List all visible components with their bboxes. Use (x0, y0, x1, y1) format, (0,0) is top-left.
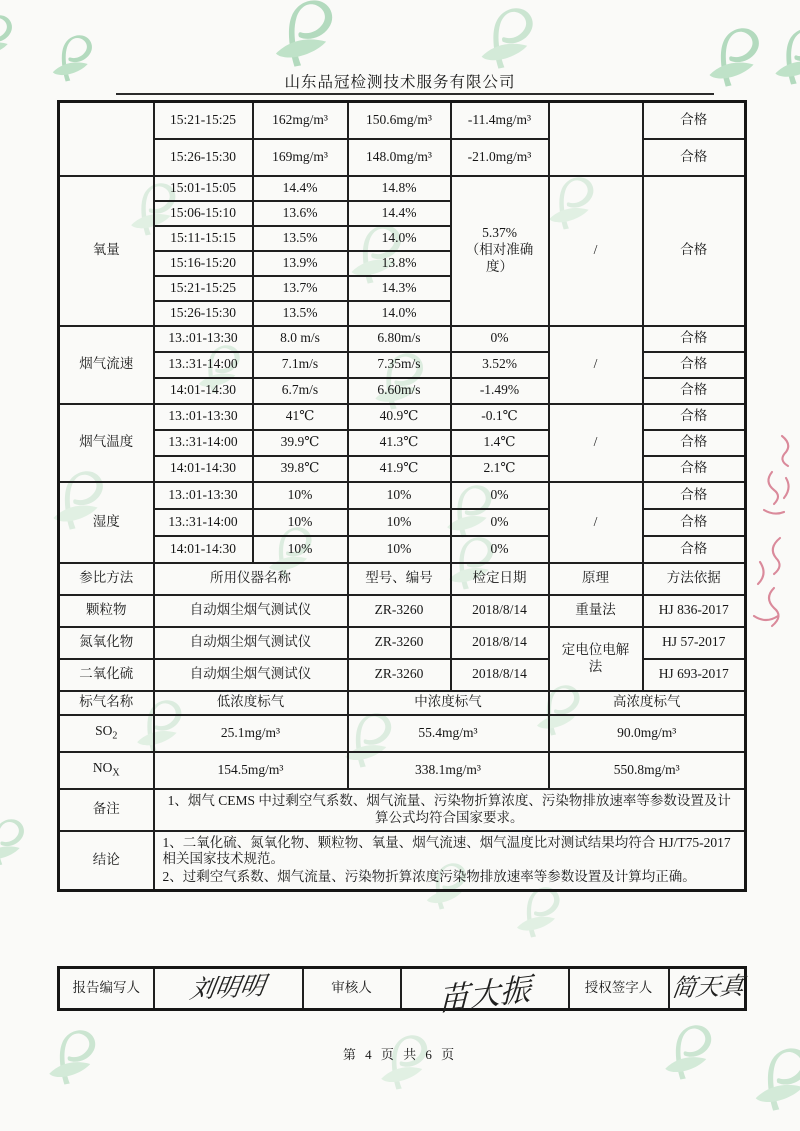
reference-value: 14.4% (348, 201, 451, 226)
error-value: 0% (451, 482, 549, 509)
limit-cell: / (549, 482, 643, 563)
nox-mid-value: 338.1mg/m³ (348, 752, 549, 789)
report-writer-signature (154, 968, 303, 1010)
table-row (59, 482, 746, 509)
table-row (59, 789, 746, 831)
instrument-name: 自动烟尘烟气测试仪 (154, 659, 348, 691)
cems-value: 14.4% (253, 176, 348, 201)
table-row (59, 326, 746, 352)
time-range: 13.:01-13:30 (154, 404, 253, 430)
time-range: 15:21-15:25 (154, 102, 253, 139)
relative-accuracy-cell (451, 176, 549, 326)
reviewer-label: 审核人 (303, 968, 401, 1010)
cems-value: 162mg/m³ (253, 102, 348, 139)
cems-value: 13.5% (253, 226, 348, 251)
model-value: ZR-3260 (348, 659, 451, 691)
accuracy-note: （相对准确度） (465, 242, 534, 274)
reference-value: 41.3℃ (348, 430, 451, 456)
authorized-signatory-label: 授权签字人 (569, 968, 669, 1010)
calibration-date: 2018/8/14 (451, 627, 549, 659)
nox-low-value: 154.5mg/m³ (154, 752, 348, 789)
reference-value: 7.35m/s (348, 352, 451, 378)
time-range: 15:16-15:20 (154, 251, 253, 276)
principle-value (549, 627, 643, 691)
remark-text: 1、烟气 CEMS 中过剩空气系数、烟气流量、污染物折算浓度、污染物排放速率等参数设置及计算公式均符合国家要求。 (154, 789, 746, 831)
method-basis: HJ 693-2017 (643, 659, 746, 691)
error-value: -1.49% (451, 378, 549, 404)
result-value: 合格 (643, 404, 746, 430)
reference-value: 14.3% (348, 276, 451, 301)
so2-mid-value: 55.4mg/m³ (348, 715, 549, 752)
table-row (59, 715, 746, 752)
cems-value: 39.8℃ (253, 456, 348, 482)
so2-high-value: 90.0mg/m³ (549, 715, 746, 752)
table-row (59, 627, 746, 659)
cems-value: 13.6% (253, 201, 348, 226)
result-value: 合格 (643, 326, 746, 352)
red-ink-annotation (744, 532, 796, 636)
error-value: 0% (451, 509, 549, 536)
conclusion-line-1: 1、二氧化硫、氮氧化物、颗粒物、氧量、烟气流速、烟气温度比对测试结果均符合 HJ/T75-2017 相关国家技术规范。 (162, 834, 731, 867)
method-basis-header: 方法依据 (643, 563, 746, 595)
error-value: -21.0mg/m³ (451, 139, 549, 176)
table-row (59, 595, 746, 627)
empty-cell (549, 102, 643, 176)
param-label: 湿度 (59, 482, 154, 563)
param-label: 颗粒物 (59, 595, 154, 627)
standard-gas-label: 标气名称 (59, 691, 154, 715)
principle-value: 重量法 (549, 595, 643, 627)
reference-value: 10% (348, 536, 451, 563)
table-row (59, 968, 746, 1010)
param-label: 氧量 (59, 176, 154, 326)
principle-text: 定电位电解法 (561, 641, 630, 674)
cems-value: 41℃ (253, 404, 348, 430)
conclusion-text (154, 831, 746, 891)
reference-value: 40.9℃ (348, 404, 451, 430)
cems-value: 39.9℃ (253, 430, 348, 456)
accuracy-value: 5.37% (482, 225, 517, 241)
reference-value: 150.6mg/m³ (348, 102, 451, 139)
time-range: 14:01-14:30 (154, 536, 253, 563)
comparison-test-table (57, 100, 747, 892)
result-value: 合格 (643, 456, 746, 482)
calibration-date: 2018/8/14 (451, 595, 549, 627)
reference-value: 148.0mg/m³ (348, 139, 451, 176)
reference-value: 14.8% (348, 176, 451, 201)
pinguan-logo-watermark (478, 4, 538, 72)
error-value: -0.1℃ (451, 404, 549, 430)
time-range: 13.:01-13:30 (154, 482, 253, 509)
so2-symbol: SO (95, 722, 113, 738)
result-value: 合格 (643, 139, 746, 176)
cems-value: 10% (253, 482, 348, 509)
handwritten-signature: 苗大振 (438, 971, 531, 1018)
red-ink-annotation (752, 432, 798, 532)
calibration-date: 2018/8/14 (451, 659, 549, 691)
limit-cell: / (549, 404, 643, 482)
cems-value: 6.7m/s (253, 378, 348, 404)
time-range: 13.:31-14:00 (154, 509, 253, 536)
result-value: 合格 (643, 509, 746, 536)
mid-conc-header: 中浓度标气 (348, 691, 549, 715)
result-value: 合格 (643, 102, 746, 139)
table-row (59, 509, 746, 536)
pinguan-logo-watermark (0, 12, 16, 64)
model-value: ZR-3260 (348, 595, 451, 627)
nox-label (59, 752, 154, 789)
time-range: 15:26-15:30 (154, 301, 253, 326)
result-value: 合格 (643, 352, 746, 378)
conclusion-line-2: 2、过剩空气系数、烟气流量、污染物折算浓度污染物排放速率等参数设置及计算均正确。 (162, 869, 696, 885)
result-value: 合格 (643, 378, 746, 404)
result-value: 合格 (643, 176, 746, 326)
signature-table (57, 966, 747, 1018)
time-range: 13.:31-14:00 (154, 352, 253, 378)
method-basis: HJ 836-2017 (643, 595, 746, 627)
cems-value: 13.5% (253, 301, 348, 326)
table-row (59, 176, 746, 201)
reference-value: 6.60m/s (348, 378, 451, 404)
error-value: 0% (451, 536, 549, 563)
calibration-date-header: 检定日期 (451, 563, 549, 595)
instrument-name: 自动烟尘烟气测试仪 (154, 595, 348, 627)
time-range: 15:26-15:30 (154, 139, 253, 176)
empty-cell (59, 102, 154, 176)
time-range: 15:06-15:10 (154, 201, 253, 226)
limit-cell: / (549, 326, 643, 404)
nox-subscript: X (112, 767, 120, 779)
reviewer-signature (401, 968, 569, 1018)
cems-value: 8.0 m/s (253, 326, 348, 352)
pinguan-logo-watermark (272, 0, 338, 70)
pinguan-logo-watermark (0, 816, 28, 868)
nox-high-value: 550.8mg/m³ (549, 752, 746, 789)
param-label: 烟气温度 (59, 404, 154, 482)
cems-value: 7.1m/s (253, 352, 348, 378)
method-basis: HJ 57-2017 (643, 627, 746, 659)
limit-cell: / (549, 176, 643, 326)
reference-value: 41.9℃ (348, 456, 451, 482)
company-name: 山东品冠检测技术服务有限公司 (284, 74, 516, 91)
table-row (59, 139, 746, 176)
principle-header: 原理 (549, 563, 643, 595)
error-value: 1.4℃ (451, 430, 549, 456)
table-row (59, 378, 746, 404)
model-value: ZR-3260 (348, 627, 451, 659)
reference-value: 14.0% (348, 226, 451, 251)
cems-value: 13.9% (253, 251, 348, 276)
reference-value: 6.80m/s (348, 326, 451, 352)
conclusion-label: 结论 (59, 831, 154, 891)
so2-subscript: 2 (112, 730, 118, 742)
high-conc-header: 高浓度标气 (549, 691, 746, 715)
reference-value: 14.0% (348, 301, 451, 326)
cems-value: 13.7% (253, 276, 348, 301)
handwritten-signature: 刘明明 (188, 972, 268, 1004)
table-row (59, 430, 746, 456)
table-row (59, 102, 746, 139)
nox-symbol: NO (92, 759, 113, 775)
header-rule (116, 93, 714, 95)
time-range: 15:11-15:15 (154, 226, 253, 251)
error-value: 2.1℃ (451, 456, 549, 482)
instrument-name-header: 所用仪器名称 (154, 563, 348, 595)
so2-low-value: 25.1mg/m³ (154, 715, 348, 752)
result-value: 合格 (643, 482, 746, 509)
time-range: 15:21-15:25 (154, 276, 253, 301)
so2-label (59, 715, 154, 752)
table-row (59, 456, 746, 482)
error-value: 3.52% (451, 352, 549, 378)
instrument-name: 自动烟尘烟气测试仪 (154, 627, 348, 659)
error-value: 0% (451, 326, 549, 352)
reference-value: 13.8% (348, 251, 451, 276)
time-range: 14:01-14:30 (154, 456, 253, 482)
table-row (59, 831, 746, 891)
param-label: 氮氧化物 (59, 627, 154, 659)
table-row (59, 691, 746, 715)
model-header: 型号、编号 (348, 563, 451, 595)
table-row (59, 659, 746, 691)
param-label: 二氧化硫 (59, 659, 154, 691)
cems-value: 169mg/m³ (253, 139, 348, 176)
table-row (59, 536, 746, 563)
reference-value: 10% (348, 482, 451, 509)
reference-value: 10% (348, 509, 451, 536)
param-label: 烟气流速 (59, 326, 154, 404)
time-range: 14:01-14:30 (154, 378, 253, 404)
table-row (59, 563, 746, 595)
cems-value: 10% (253, 509, 348, 536)
low-conc-header: 低浓度标气 (154, 691, 348, 715)
reference-method-label: 参比方法 (59, 563, 154, 595)
error-value: -11.4mg/m³ (451, 102, 549, 139)
result-value: 合格 (643, 536, 746, 563)
table-row (59, 404, 746, 430)
result-value: 合格 (643, 430, 746, 456)
cems-value: 10% (253, 536, 348, 563)
remark-label: 备注 (59, 789, 154, 831)
time-range: 15:01-15:05 (154, 176, 253, 201)
pinguan-logo-watermark (514, 884, 564, 940)
page-number: 第 4 页 共 6 页 (342, 1047, 458, 1062)
time-range: 13.:31-14:00 (154, 430, 253, 456)
authorized-signatory-signature (669, 968, 746, 1010)
handwritten-signature: 简天真 (669, 974, 746, 1003)
table-row (59, 752, 746, 789)
report-writer-label: 报告编写人 (59, 968, 154, 1010)
table-row (59, 352, 746, 378)
time-range: 13.:01-13:30 (154, 326, 253, 352)
